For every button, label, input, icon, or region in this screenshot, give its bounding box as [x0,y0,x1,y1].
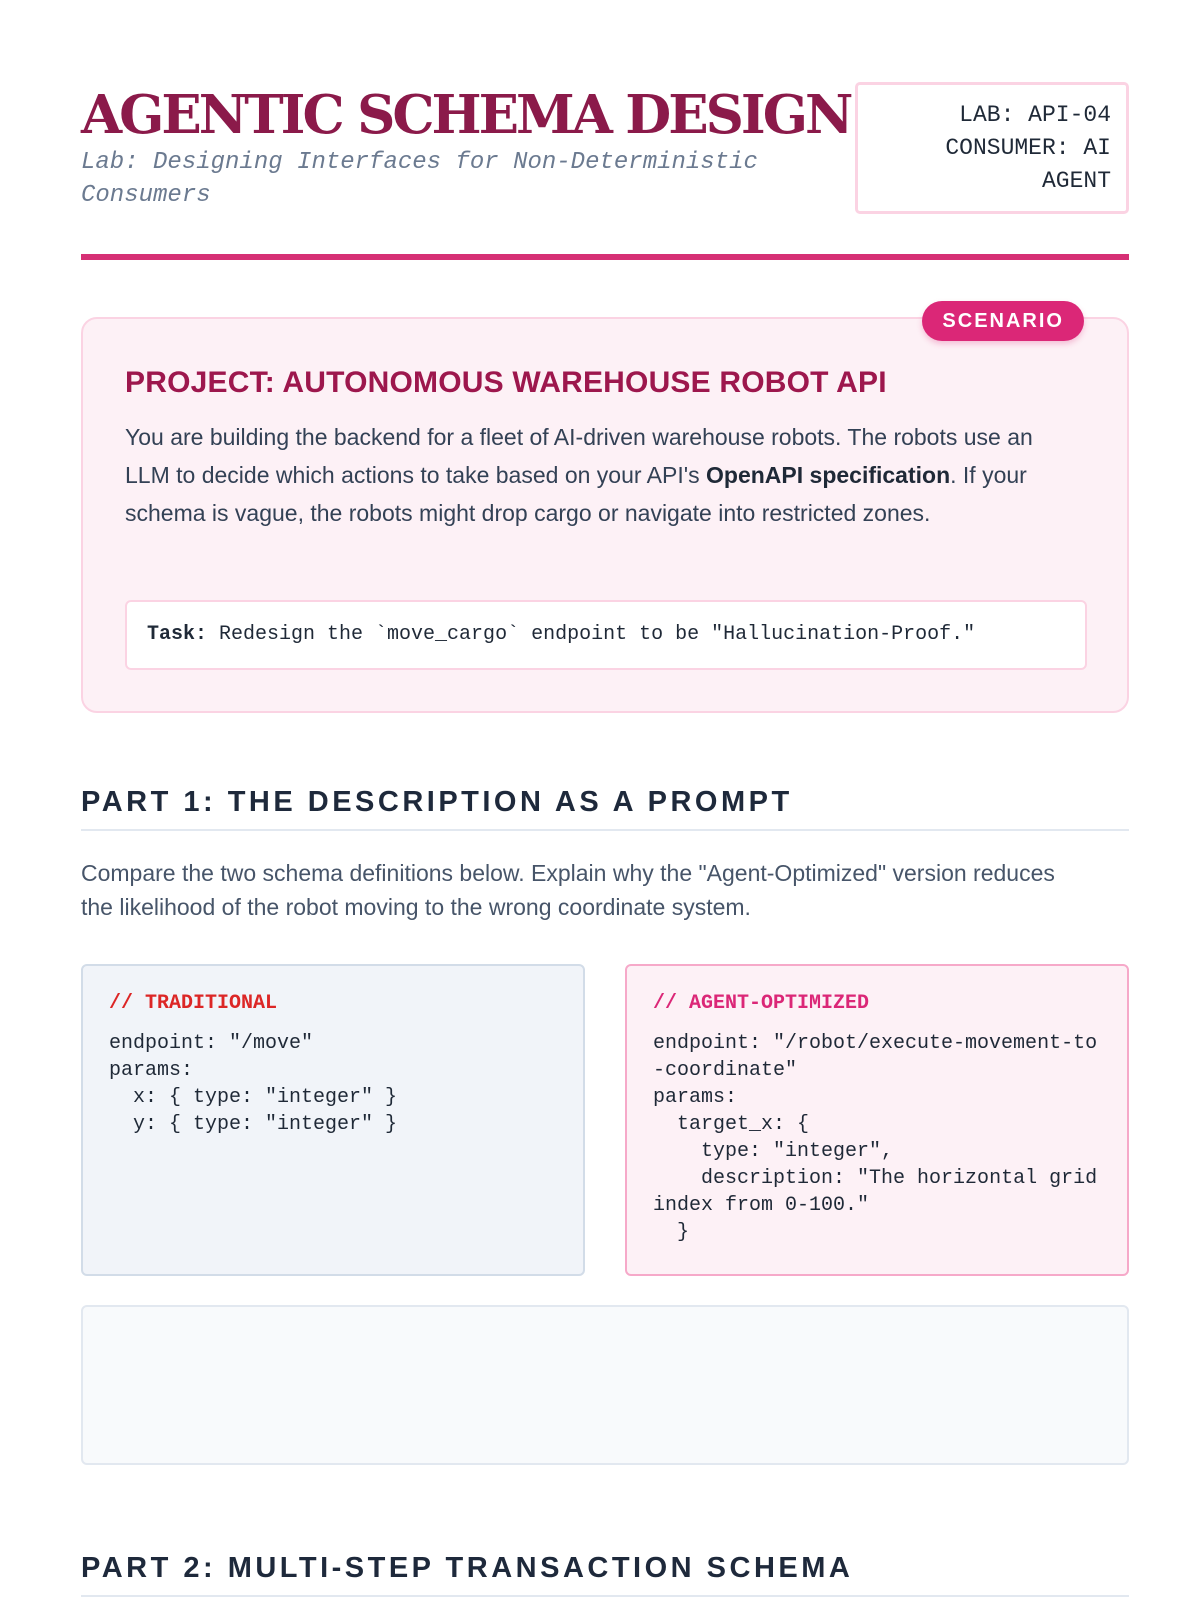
traditional-schema-label: // TRADITIONAL [109,992,278,1015]
scenario-description [125,418,1075,532]
part1-instructions: Compare the two schema definitions below. Explain why the "Agent-Optimized" version reduces the likelihood of the robot moving to the wrong coordinate system. [81,860,1055,920]
part1-heading: PART 1: THE DESCRIPTION AS A PROMPT [81,786,1129,831]
optimized-schema-code: endpoint: "/robot/execute-movement-to-coordinate" params: target_x: { type: "integer", description: "The horizontal grid index from 0-100." } [653,1032,1098,1244]
optimized-schema-panel [625,964,1129,1276]
scenario-card [81,310,1129,713]
header-divider [81,254,1129,260]
scenario-title: PROJECT: AUTONOMOUS WAREHOUSE ROBOT API [125,366,887,399]
task-text: Redesign the `move_cargo` endpoint to be "Hallucination-Proof." [207,623,976,646]
task-box [125,600,1087,670]
page-header [81,0,1129,262]
part1-answer-area[interactable] [81,1305,1129,1465]
lab-id: LAB: API-04 [959,102,1111,128]
traditional-schema-code: endpoint: "/move" params: x: { type: "integer" } y: { type: "integer" } [109,1032,398,1136]
worksheet-page [81,0,1129,1584]
scenario-badge: SCENARIO [922,301,1084,341]
traditional-schema-panel [81,964,585,1276]
lab-meta-box [855,82,1129,214]
consumer-type: CONSUMER: AI AGENT [945,135,1111,194]
scenario-text-start: You are building the backend for a fleet of AI-driven warehouse robots. The robots use an LLM to decide which actions to take based on your API's [125,424,1033,488]
page-title: AGENTIC SCHEMA DESIGN [81,84,851,146]
task-label: Task: [147,623,208,646]
part2-heading: PART 2: MULTI-STEP TRANSACTION SCHEMA [81,1552,1129,1597]
scenario-text-end: . If your schema is vague, the robots might drop cargo or navigate into restricted zones. [125,462,1027,526]
optimized-schema-label: // AGENT-OPTIMIZED [653,992,870,1015]
scenario-text-emphasis: OpenAPI specification [706,462,951,488]
page-subtitle: Lab: Designing Interfaces for Non-Deterministic Consumers [81,149,758,209]
